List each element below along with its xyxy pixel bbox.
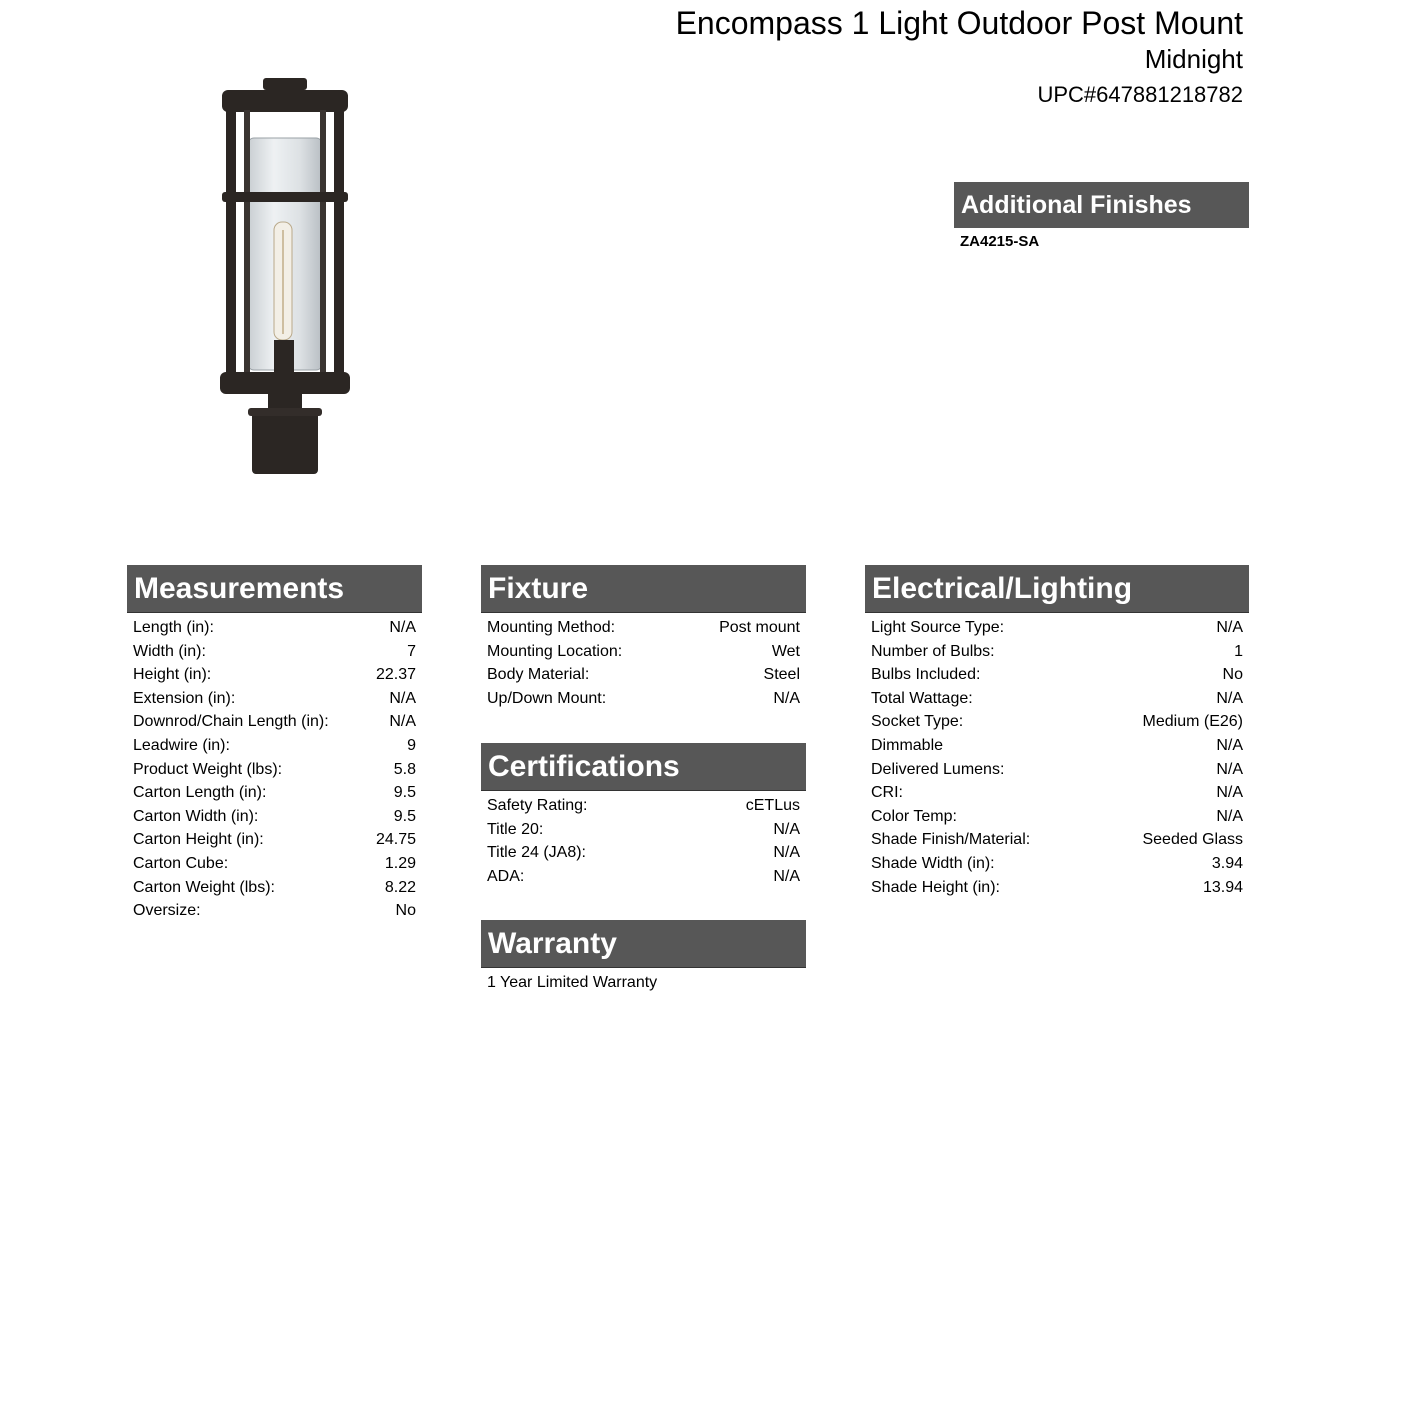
spec-value: N/A: [1216, 619, 1243, 636]
spec-label: Oversize:: [133, 902, 201, 920]
spec-row: [871, 828, 1243, 852]
spec-row: [133, 876, 416, 900]
spec-label: Downrod/Chain Length (in):: [133, 713, 329, 731]
spec-label: Title 24 (JA8):: [487, 844, 586, 862]
spec-row: [487, 663, 800, 687]
spec-row: [133, 687, 416, 711]
spec-row: [871, 734, 1243, 758]
spec-row: [487, 841, 800, 865]
spec-label: Bulbs Included:: [871, 666, 981, 684]
spec-value: N/A: [389, 689, 416, 707]
spec-value: N/A: [389, 619, 416, 636]
spec-row: [871, 710, 1243, 734]
spec-row: [871, 687, 1243, 711]
product-image: [212, 72, 358, 480]
spec-label: Total Wattage:: [871, 689, 973, 707]
spec-row: [487, 794, 800, 818]
spec-row: [487, 865, 800, 889]
spec-value: 9.5: [393, 807, 416, 825]
spec-value: N/A: [1216, 784, 1243, 802]
spec-value: 24.75: [375, 831, 416, 849]
additional-finish-item: ZA4215-SA: [960, 233, 1040, 250]
spec-value: Medium (E26): [1142, 713, 1243, 731]
certifications-header: Certifications: [481, 743, 806, 791]
measurements-section: [127, 565, 422, 923]
spec-row: [133, 616, 416, 640]
spec-row: [487, 818, 800, 842]
spec-label: Shade Width (in):: [871, 854, 995, 872]
warranty-section: [481, 920, 806, 995]
spec-label: Number of Bulbs:: [871, 642, 995, 660]
spec-row: [133, 663, 416, 687]
spec-value: 3.94: [1211, 854, 1243, 872]
spec-row: [871, 616, 1243, 640]
spec-value: N/A: [1216, 760, 1243, 778]
spec-value: 9: [407, 736, 416, 754]
spec-row: [133, 734, 416, 758]
spec-label: Width (in):: [133, 642, 206, 660]
spec-value: 1: [1234, 642, 1243, 660]
spec-label: Safety Rating:: [487, 797, 588, 814]
spec-label: Socket Type:: [871, 713, 964, 731]
spec-label: ADA:: [487, 867, 525, 885]
spec-row: [871, 852, 1243, 876]
spec-value: No: [395, 902, 416, 920]
spec-label: Height (in):: [133, 666, 212, 684]
spec-row: [487, 640, 800, 664]
spec-value: N/A: [389, 713, 416, 731]
spec-value: N/A: [1216, 736, 1243, 754]
spec-value: N/A: [773, 689, 800, 707]
spec-row: [133, 781, 416, 805]
spec-label: Mounting Method:: [487, 619, 616, 636]
measurements-rows: [127, 613, 422, 923]
spec-value: 5.8: [393, 760, 416, 778]
product-finish: Midnight: [1144, 44, 1243, 74]
spec-label: Color Temp:: [871, 807, 957, 825]
spec-row: [871, 640, 1243, 664]
fixture-rows: [481, 613, 806, 710]
spec-label: Carton Length (in):: [133, 784, 267, 802]
measurements-header: Measurements: [127, 565, 422, 613]
spec-value: 13.94: [1202, 878, 1243, 896]
fixture-header: Fixture: [481, 565, 806, 613]
spec-row: [871, 758, 1243, 782]
spec-label: Dimmable: [871, 736, 944, 754]
spec-label: CRI:: [871, 784, 903, 802]
additional-finishes-header: Additional Finishes: [954, 182, 1249, 228]
spec-value: Wet: [771, 642, 800, 660]
spec-label: Carton Height (in):: [133, 831, 264, 849]
spec-row: [871, 876, 1243, 900]
spec-value: cETLus: [745, 797, 800, 814]
spec-row: [871, 663, 1243, 687]
spec-label: Leadwire (in):: [133, 736, 230, 754]
spec-label: Up/Down Mount:: [487, 689, 607, 707]
spec-row: [133, 640, 416, 664]
spec-label: Mounting Location:: [487, 642, 623, 660]
fixture-section: [481, 565, 806, 710]
spec-row: [133, 852, 416, 876]
electrical-rows: [865, 613, 1249, 899]
spec-value: Post mount: [719, 619, 800, 636]
spec-label: Shade Finish/Material:: [871, 831, 1031, 849]
spec-value: 8.22: [384, 878, 416, 896]
spec-value: 1.29: [384, 854, 416, 872]
spec-label: Extension (in):: [133, 689, 236, 707]
spec-label: Carton Width (in):: [133, 807, 259, 825]
spec-row: [871, 805, 1243, 829]
spec-label: Length (in):: [133, 619, 214, 636]
spec-row: [133, 899, 416, 923]
spec-value: N/A: [773, 844, 800, 862]
spec-label: Shade Height (in):: [871, 878, 1000, 896]
spec-value: Seeded Glass: [1142, 831, 1243, 849]
spec-row: [487, 687, 800, 711]
electrical-header: Electrical/Lighting: [865, 565, 1249, 613]
spec-value: 22.37: [375, 666, 416, 684]
spec-row: [133, 758, 416, 782]
warranty-header: Warranty: [481, 920, 806, 968]
spec-label: Light Source Type:: [871, 619, 1005, 636]
additional-finishes-section: [954, 182, 1249, 251]
spec-value: N/A: [773, 820, 800, 838]
spec-label: Delivered Lumens:: [871, 760, 1005, 778]
spec-label: Carton Weight (lbs):: [133, 878, 275, 896]
spec-value: 9.5: [393, 784, 416, 802]
spec-value: N/A: [1216, 807, 1243, 825]
product-upc: UPC#647881218782: [1037, 82, 1243, 107]
spec-row: [133, 710, 416, 734]
spec-label: Title 20:: [487, 820, 544, 838]
spec-value: 7: [407, 642, 416, 660]
electrical-section: [865, 565, 1249, 899]
certifications-rows: [481, 791, 806, 888]
spec-label: Body Material:: [487, 666, 590, 684]
warranty-text: 1 Year Limited Warranty: [487, 974, 658, 991]
spec-row: [133, 805, 416, 829]
spec-row: [871, 781, 1243, 805]
spec-label: Product Weight (lbs):: [133, 760, 283, 778]
spec-label: Carton Cube:: [133, 854, 229, 872]
certifications-section: [481, 743, 806, 888]
spec-row: [487, 616, 800, 640]
spec-value: N/A: [773, 867, 800, 885]
spec-value: No: [1222, 666, 1243, 684]
spec-value: Steel: [763, 666, 800, 684]
product-title: Encompass 1 Light Outdoor Post Mount: [675, 5, 1243, 41]
spec-value: N/A: [1216, 689, 1243, 707]
spec-row: [133, 828, 416, 852]
